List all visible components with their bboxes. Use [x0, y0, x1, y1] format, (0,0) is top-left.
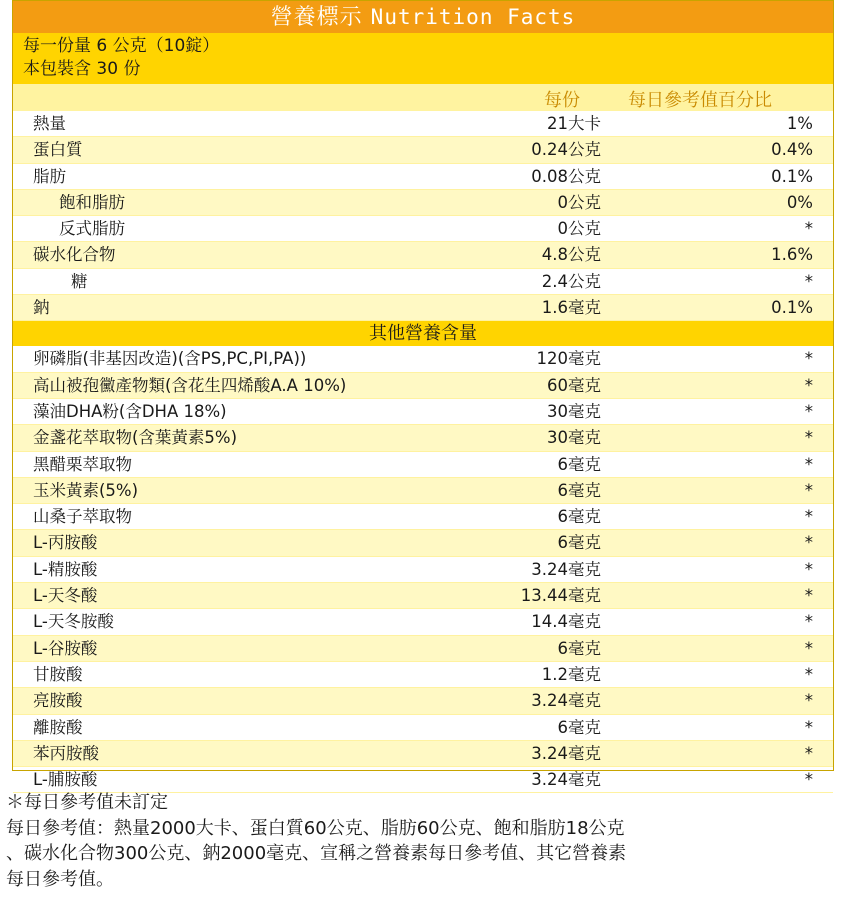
- table-row: [13, 688, 833, 714]
- nutrient-rows: [13, 111, 833, 321]
- nutrient-daily-value: *: [804, 428, 813, 448]
- table-row: [13, 741, 833, 767]
- table-row: [13, 530, 833, 556]
- footnote-line: 每日參考值。: [6, 868, 114, 890]
- nutrient-amount: 6毫克: [557, 480, 601, 500]
- nutrient-amount: 30毫克: [547, 428, 601, 448]
- nutrient-daily-value: 0%: [786, 192, 813, 212]
- table-row: [13, 346, 833, 372]
- title-zh: 營養標示: [270, 5, 363, 30]
- table-row: [13, 478, 833, 504]
- nutrient-name: L-脯胺酸: [33, 770, 98, 790]
- nutrient-name: 金盞花萃取物(含葉黃素5%): [33, 428, 238, 448]
- table-row: [13, 557, 833, 583]
- nutrient-amount: 21大卡: [547, 114, 601, 133]
- nutrient-daily-value: *: [804, 638, 813, 658]
- nutrient-amount: 13.44毫克: [520, 586, 601, 606]
- nutrient-amount: 6毫克: [557, 454, 601, 474]
- nutrient-amount: 0公克: [557, 192, 601, 212]
- table-row: [13, 190, 833, 216]
- nutrient-amount: 30毫克: [547, 401, 601, 421]
- nutrient-daily-value: 0.1%: [771, 298, 813, 318]
- nutrient-daily-value: *: [804, 507, 813, 527]
- nutrient-name: 碳水化合物: [33, 245, 116, 265]
- table-row: [13, 242, 833, 268]
- table-row: [13, 583, 833, 609]
- nutrient-amount: 3.24毫克: [531, 743, 601, 763]
- table-row: [13, 295, 833, 321]
- per-serving-header: 每份: [544, 90, 580, 111]
- nutrient-amount: 6毫克: [557, 533, 601, 553]
- table-row: [13, 164, 833, 190]
- nutrient-daily-value: *: [804, 664, 813, 684]
- table-row: [13, 504, 833, 530]
- table-row: [13, 269, 833, 295]
- nutrient-amount: 6毫克: [557, 638, 601, 658]
- nutrient-daily-value: *: [804, 349, 813, 369]
- nutrient-daily-value: *: [804, 533, 813, 553]
- nutrient-daily-value: *: [804, 743, 813, 763]
- nutrient-name: 亮胺酸: [33, 691, 83, 711]
- serving-info: [13, 33, 833, 84]
- nutrient-name: 黑醋栗萃取物: [33, 454, 132, 474]
- table-row: [13, 715, 833, 741]
- nutrient-name: 蛋白質: [33, 140, 83, 160]
- nutrient-name: 山桑子萃取物: [33, 507, 132, 527]
- nutrient-daily-value: *: [804, 559, 813, 579]
- nutrient-daily-value: *: [804, 271, 813, 291]
- nutrient-amount: 6毫克: [557, 507, 601, 527]
- nutrient-amount: 1.2毫克: [541, 664, 601, 684]
- table-row: [13, 662, 833, 688]
- nutrient-name: 糖: [71, 271, 88, 291]
- footnote-line: ＊每日參考值未訂定: [6, 792, 168, 813]
- other-section-title: 其他營養含量: [13, 321, 833, 346]
- nutrient-daily-value: *: [804, 375, 813, 395]
- nutrition-title-bar: [13, 1, 833, 33]
- nutrient-daily-value: *: [804, 717, 813, 737]
- nutrient-name: L-天冬胺酸: [33, 612, 114, 632]
- nutrient-name: 脂肪: [33, 166, 66, 186]
- nutrient-name: L-天冬酸: [33, 586, 98, 606]
- table-row: [13, 216, 833, 242]
- nutrient-daily-value: *: [804, 691, 813, 711]
- nutrient-amount: 6毫克: [557, 717, 601, 737]
- table-row: [13, 609, 833, 635]
- serving-size: 每一份量 6 公克（10錠）: [23, 36, 220, 56]
- nutrient-name: 玉米黃素(5%): [33, 480, 139, 500]
- nutrient-name: 苯丙胺酸: [33, 743, 99, 763]
- nutrient-amount: 120毫克: [536, 349, 601, 369]
- nutrient-name: L-谷胺酸: [33, 638, 98, 658]
- nutrient-amount: 3.24毫克: [531, 559, 601, 579]
- nutrient-name: 甘胺酸: [33, 664, 83, 684]
- nutrient-amount: 0.24公克: [531, 140, 601, 160]
- nutrient-daily-value: *: [804, 219, 813, 239]
- nutrient-daily-value: *: [804, 401, 813, 421]
- nutrient-name: L-丙胺酸: [33, 533, 98, 553]
- table-row: [13, 373, 833, 399]
- nutrient-name: 離胺酸: [33, 717, 83, 737]
- nutrient-amount: 2.4公克: [541, 271, 601, 291]
- table-row: [13, 636, 833, 662]
- nutrient-amount: 14.4毫克: [531, 612, 601, 632]
- nutrient-amount: 0公克: [557, 219, 601, 239]
- nutrient-name: 熱量: [33, 114, 66, 133]
- servings-per-package: 本包裝含 30 份: [23, 59, 141, 79]
- nutrient-name: L-精胺酸: [33, 559, 98, 579]
- nutrient-amount: 60毫克: [547, 375, 601, 395]
- column-header: [13, 84, 833, 111]
- table-row: [13, 399, 833, 425]
- footnote-line: 每日參考值：熱量2000大卡、蛋白質60公克、脂肪60公克、飽和脂肪18公克: [6, 817, 625, 839]
- nutrient-daily-value: *: [804, 454, 813, 474]
- footnote-line: 、碳水化合物300公克、鈉2000毫克、宣稱之營養素每日參考值、其它營養素: [6, 843, 627, 864]
- nutrient-daily-value: *: [804, 770, 813, 790]
- nutrient-daily-value: *: [804, 480, 813, 500]
- nutrient-amount: 4.8公克: [541, 245, 601, 265]
- nutrient-daily-value: 1.6%: [771, 245, 813, 265]
- nutrient-amount: 0.08公克: [531, 166, 601, 186]
- title-en: Nutrition Facts: [370, 5, 576, 29]
- nutrient-daily-value: *: [804, 586, 813, 606]
- footnotes: [6, 790, 846, 892]
- daily-value-header: 每日參考值百分比: [628, 90, 772, 111]
- nutrient-amount: 3.24毫克: [531, 691, 601, 711]
- nutrient-amount: 3.24毫克: [531, 770, 601, 790]
- nutrient-name: 反式脂肪: [59, 219, 125, 239]
- nutrient-name: 藻油DHA粉(含DHA 18%): [33, 401, 227, 421]
- nutrient-amount: 1.6毫克: [541, 298, 601, 318]
- nutrient-daily-value: 1%: [786, 114, 813, 133]
- table-row: [13, 425, 833, 451]
- nutrient-name: 卵磷脂(非基因改造)(含PS,PC,PI,PA)): [33, 349, 307, 369]
- table-row: [13, 137, 833, 163]
- nutrient-name: 鈉: [33, 298, 50, 318]
- nutrient-daily-value: 0.1%: [771, 166, 813, 186]
- nutrient-daily-value: 0.4%: [771, 140, 813, 160]
- nutrient-name: 飽和脂肪: [59, 192, 125, 212]
- nutrient-name: 高山被孢黴產物類(含花生四烯酸A.A 10%): [33, 375, 347, 395]
- nutrient-daily-value: *: [804, 612, 813, 632]
- other-nutrient-rows: [13, 346, 833, 793]
- table-row: [13, 452, 833, 478]
- table-row: [13, 111, 833, 137]
- nutrition-facts-panel: [12, 0, 834, 790]
